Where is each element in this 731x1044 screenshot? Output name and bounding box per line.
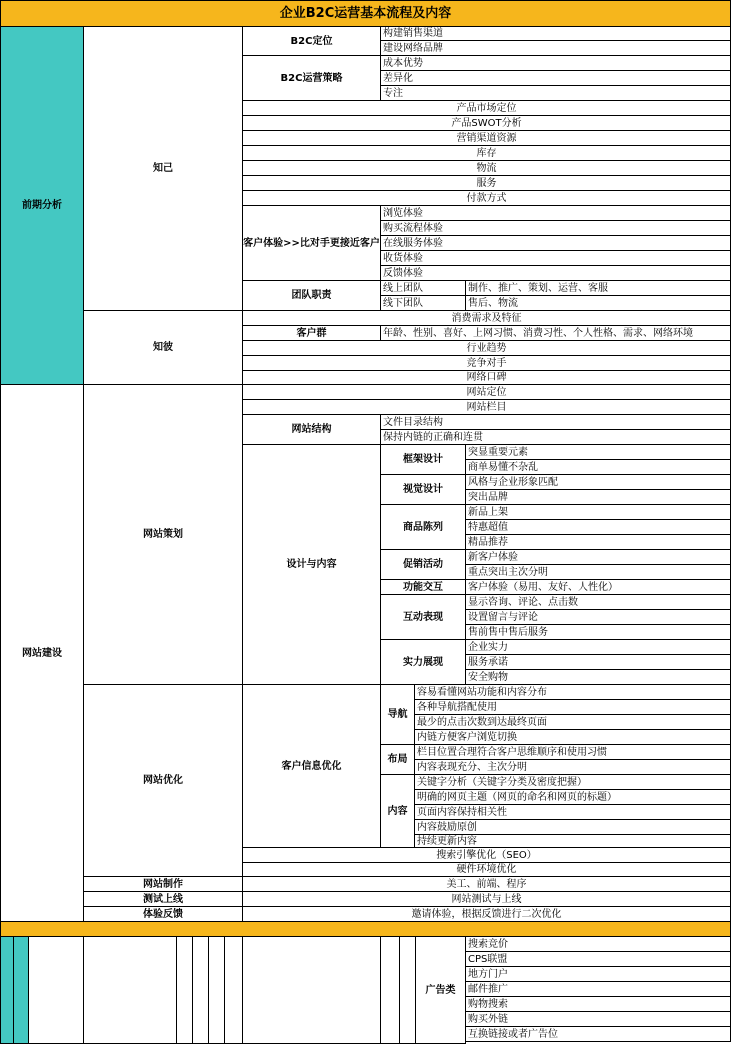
ads-item[interactable]: 搜索竞价 — [465, 936, 731, 952]
other-row[interactable]: 行业趋势 — [242, 340, 731, 356]
self-row[interactable]: 付款方式 — [242, 190, 731, 206]
display-item[interactable]: 特惠超值 — [465, 519, 731, 535]
nav-item[interactable]: 内链方便客户浏览切换 — [414, 729, 731, 745]
testing-cell[interactable]: 测试上线 — [83, 891, 243, 907]
self-row[interactable]: 产品市场定位 — [242, 100, 731, 116]
cx-item[interactable]: 收货体验 — [380, 250, 731, 266]
framework-cell[interactable]: 框架设计 — [380, 444, 466, 475]
section-website-build[interactable]: 网站建设 — [0, 384, 84, 922]
cx-item[interactable]: 购买流程体验 — [380, 220, 731, 236]
framework-item[interactable]: 商单易懂不杂乱 — [465, 459, 731, 475]
nav-cell[interactable]: 导航 — [380, 684, 415, 745]
engage-cell[interactable]: 互动表现 — [380, 594, 466, 640]
b2c-strategy-item[interactable]: 专注 — [380, 85, 731, 101]
separator-band — [0, 921, 731, 937]
b2c-position-item[interactable]: 构建销售渠道 — [380, 26, 731, 41]
page-title[interactable]: 企业B2C运营基本流程及内容 — [0, 0, 731, 27]
customers-detail[interactable]: 年龄、性别、喜好、上网习惯、消费习性、个人性格、需求、网络环境 — [380, 325, 731, 341]
promo-item[interactable]: 重点突出主次分明 — [465, 564, 731, 580]
framework-item[interactable]: 突显重要元素 — [465, 444, 731, 460]
production-cell[interactable]: 网站制作 — [83, 876, 243, 892]
optimization-cell[interactable]: 网站优化 — [83, 684, 243, 877]
strength-item[interactable]: 服务承诺 — [465, 654, 731, 670]
site-position-row[interactable]: 网站定位 — [242, 384, 731, 400]
feedback-cell[interactable]: 体验反馈 — [83, 906, 243, 922]
visual-cell[interactable]: 视觉设计 — [380, 474, 466, 505]
seo-row[interactable]: 搜索引擎优化（SEO） — [242, 847, 731, 863]
bottom-cell — [192, 936, 209, 1044]
visual-item[interactable]: 突出品牌 — [465, 489, 731, 505]
strength-cell[interactable]: 实力展现 — [380, 639, 466, 685]
content-item[interactable]: 页面内容保持相关性 — [414, 804, 731, 820]
layout-cell[interactable]: 布局 — [380, 744, 415, 775]
content-item[interactable]: 关键字分析（关键字分类及密度把握） — [414, 774, 731, 790]
cx-item[interactable]: 浏览体验 — [380, 205, 731, 221]
b2c-strategy-cell[interactable]: B2C运营策略 — [242, 55, 381, 101]
hardware-row[interactable]: 硬件环境优化 — [242, 862, 731, 877]
ads-cell[interactable]: 广告类 — [415, 936, 466, 1044]
know-other-cell[interactable]: 知彼 — [83, 310, 243, 385]
ads-item[interactable]: 购买外链 — [465, 1011, 731, 1027]
bottom-cell — [399, 936, 416, 1044]
customer-experience-cell[interactable]: 客户体验>>比对手更接近客户 — [242, 205, 381, 281]
content-item[interactable]: 内容鼓励原创 — [414, 819, 731, 835]
promo-item[interactable]: 新客户体验 — [465, 549, 731, 565]
team-cell[interactable]: 团队职责 — [242, 280, 381, 311]
design-content-cell[interactable]: 设计与内容 — [242, 444, 381, 685]
display-cell[interactable]: 商品陈列 — [380, 504, 466, 550]
team-offline[interactable]: 线下团队 — [380, 295, 466, 311]
ads-item[interactable]: 购物搜索 — [465, 996, 731, 1012]
other-row[interactable]: 竞争对手 — [242, 355, 731, 371]
content-item[interactable]: 持续更新内容 — [414, 834, 731, 848]
nav-item[interactable]: 最少的点击次数到达最终页面 — [414, 714, 731, 730]
team-offline-duty[interactable]: 售后、物流 — [465, 295, 731, 311]
bottom-cell — [176, 936, 193, 1044]
nav-item[interactable]: 各种导航搭配使用 — [414, 699, 731, 715]
bottom-cell — [224, 936, 243, 1044]
bottom-cell — [242, 936, 381, 1044]
customer-info-cell[interactable]: 客户信息优化 — [242, 684, 381, 848]
nav-item[interactable]: 容易看懂网站功能和内容分布 — [414, 684, 731, 700]
interaction-item[interactable]: 客户体验（易用、友好、人性化） — [465, 579, 731, 595]
production-detail[interactable]: 美工、前端、程序 — [242, 876, 731, 892]
strength-item[interactable]: 企业实力 — [465, 639, 731, 655]
cx-item[interactable]: 反馈体验 — [380, 265, 731, 281]
bottom-section-cell — [0, 936, 14, 1044]
structure-item[interactable]: 文件目录结构 — [380, 414, 731, 430]
self-row[interactable]: 产品SWOT分析 — [242, 115, 731, 131]
b2c-position-item[interactable]: 建设网络品牌 — [380, 40, 731, 56]
self-row[interactable]: 服务 — [242, 175, 731, 191]
engage-item[interactable]: 显示咨询、评论、点击数 — [465, 594, 731, 610]
other-row[interactable]: 网络口碑 — [242, 370, 731, 385]
structure-item[interactable]: 保持内链的正确和连贯 — [380, 429, 731, 445]
display-item[interactable]: 新品上架 — [465, 504, 731, 520]
bottom-cell — [83, 936, 177, 1044]
self-row[interactable]: 物流 — [242, 160, 731, 176]
interaction-cell[interactable]: 功能交互 — [380, 579, 466, 595]
display-item[interactable]: 精品推荐 — [465, 534, 731, 550]
ads-item[interactable]: 邮件推广 — [465, 981, 731, 997]
bottom-cell — [28, 936, 84, 1044]
know-self-cell[interactable]: 知己 — [83, 26, 243, 311]
b2c-position-cell[interactable]: B2C定位 — [242, 26, 381, 56]
engage-item[interactable]: 设置留言与评论 — [465, 609, 731, 625]
bottom-cell — [208, 936, 225, 1044]
ads-item[interactable]: 地方门户 — [465, 966, 731, 982]
team-online-duty[interactable]: 制作、推广、策划、运营、客服 — [465, 280, 731, 296]
self-row[interactable]: 库存 — [242, 145, 731, 161]
cx-item[interactable]: 在线服务体验 — [380, 235, 731, 251]
layout-item[interactable]: 内容表现充分、主次分明 — [414, 759, 731, 775]
b2c-strategy-item[interactable]: 差异化 — [380, 70, 731, 86]
team-online[interactable]: 线上团队 — [380, 280, 466, 296]
ads-item[interactable]: CPS联盟 — [465, 951, 731, 967]
site-columns-row[interactable]: 网站栏目 — [242, 399, 731, 415]
section-pre-analysis[interactable]: 前期分析 — [0, 26, 84, 385]
structure-cell[interactable]: 网站结构 — [242, 414, 381, 445]
ads-item[interactable]: 互换链接或者广告位 — [465, 1026, 731, 1042]
engage-item[interactable]: 售前售中售后服务 — [465, 624, 731, 640]
strength-item[interactable]: 安全购物 — [465, 669, 731, 685]
content-cell[interactable]: 内容 — [380, 774, 415, 848]
planning-cell[interactable]: 网站策划 — [83, 384, 243, 685]
feedback-detail[interactable]: 邀请体验，根据反馈进行二次优化 — [242, 906, 731, 922]
promo-cell[interactable]: 促销活动 — [380, 549, 466, 580]
bottom-subsection-cell — [13, 936, 29, 1044]
demand-row[interactable]: 消费需求及特征 — [242, 310, 731, 326]
visual-item[interactable]: 风格与企业形象匹配 — [465, 474, 731, 490]
customers-cell[interactable]: 客户群 — [242, 325, 381, 341]
bottom-cell — [380, 936, 400, 1044]
testing-detail[interactable]: 网站测试与上线 — [242, 891, 731, 907]
layout-item[interactable]: 栏目位置合理符合客户思维顺序和使用习惯 — [414, 744, 731, 760]
self-row[interactable]: 营销渠道资源 — [242, 130, 731, 146]
b2c-strategy-item[interactable]: 成本优势 — [380, 55, 731, 71]
content-item[interactable]: 明确的网页主题（网页的命名和网页的标题） — [414, 789, 731, 805]
